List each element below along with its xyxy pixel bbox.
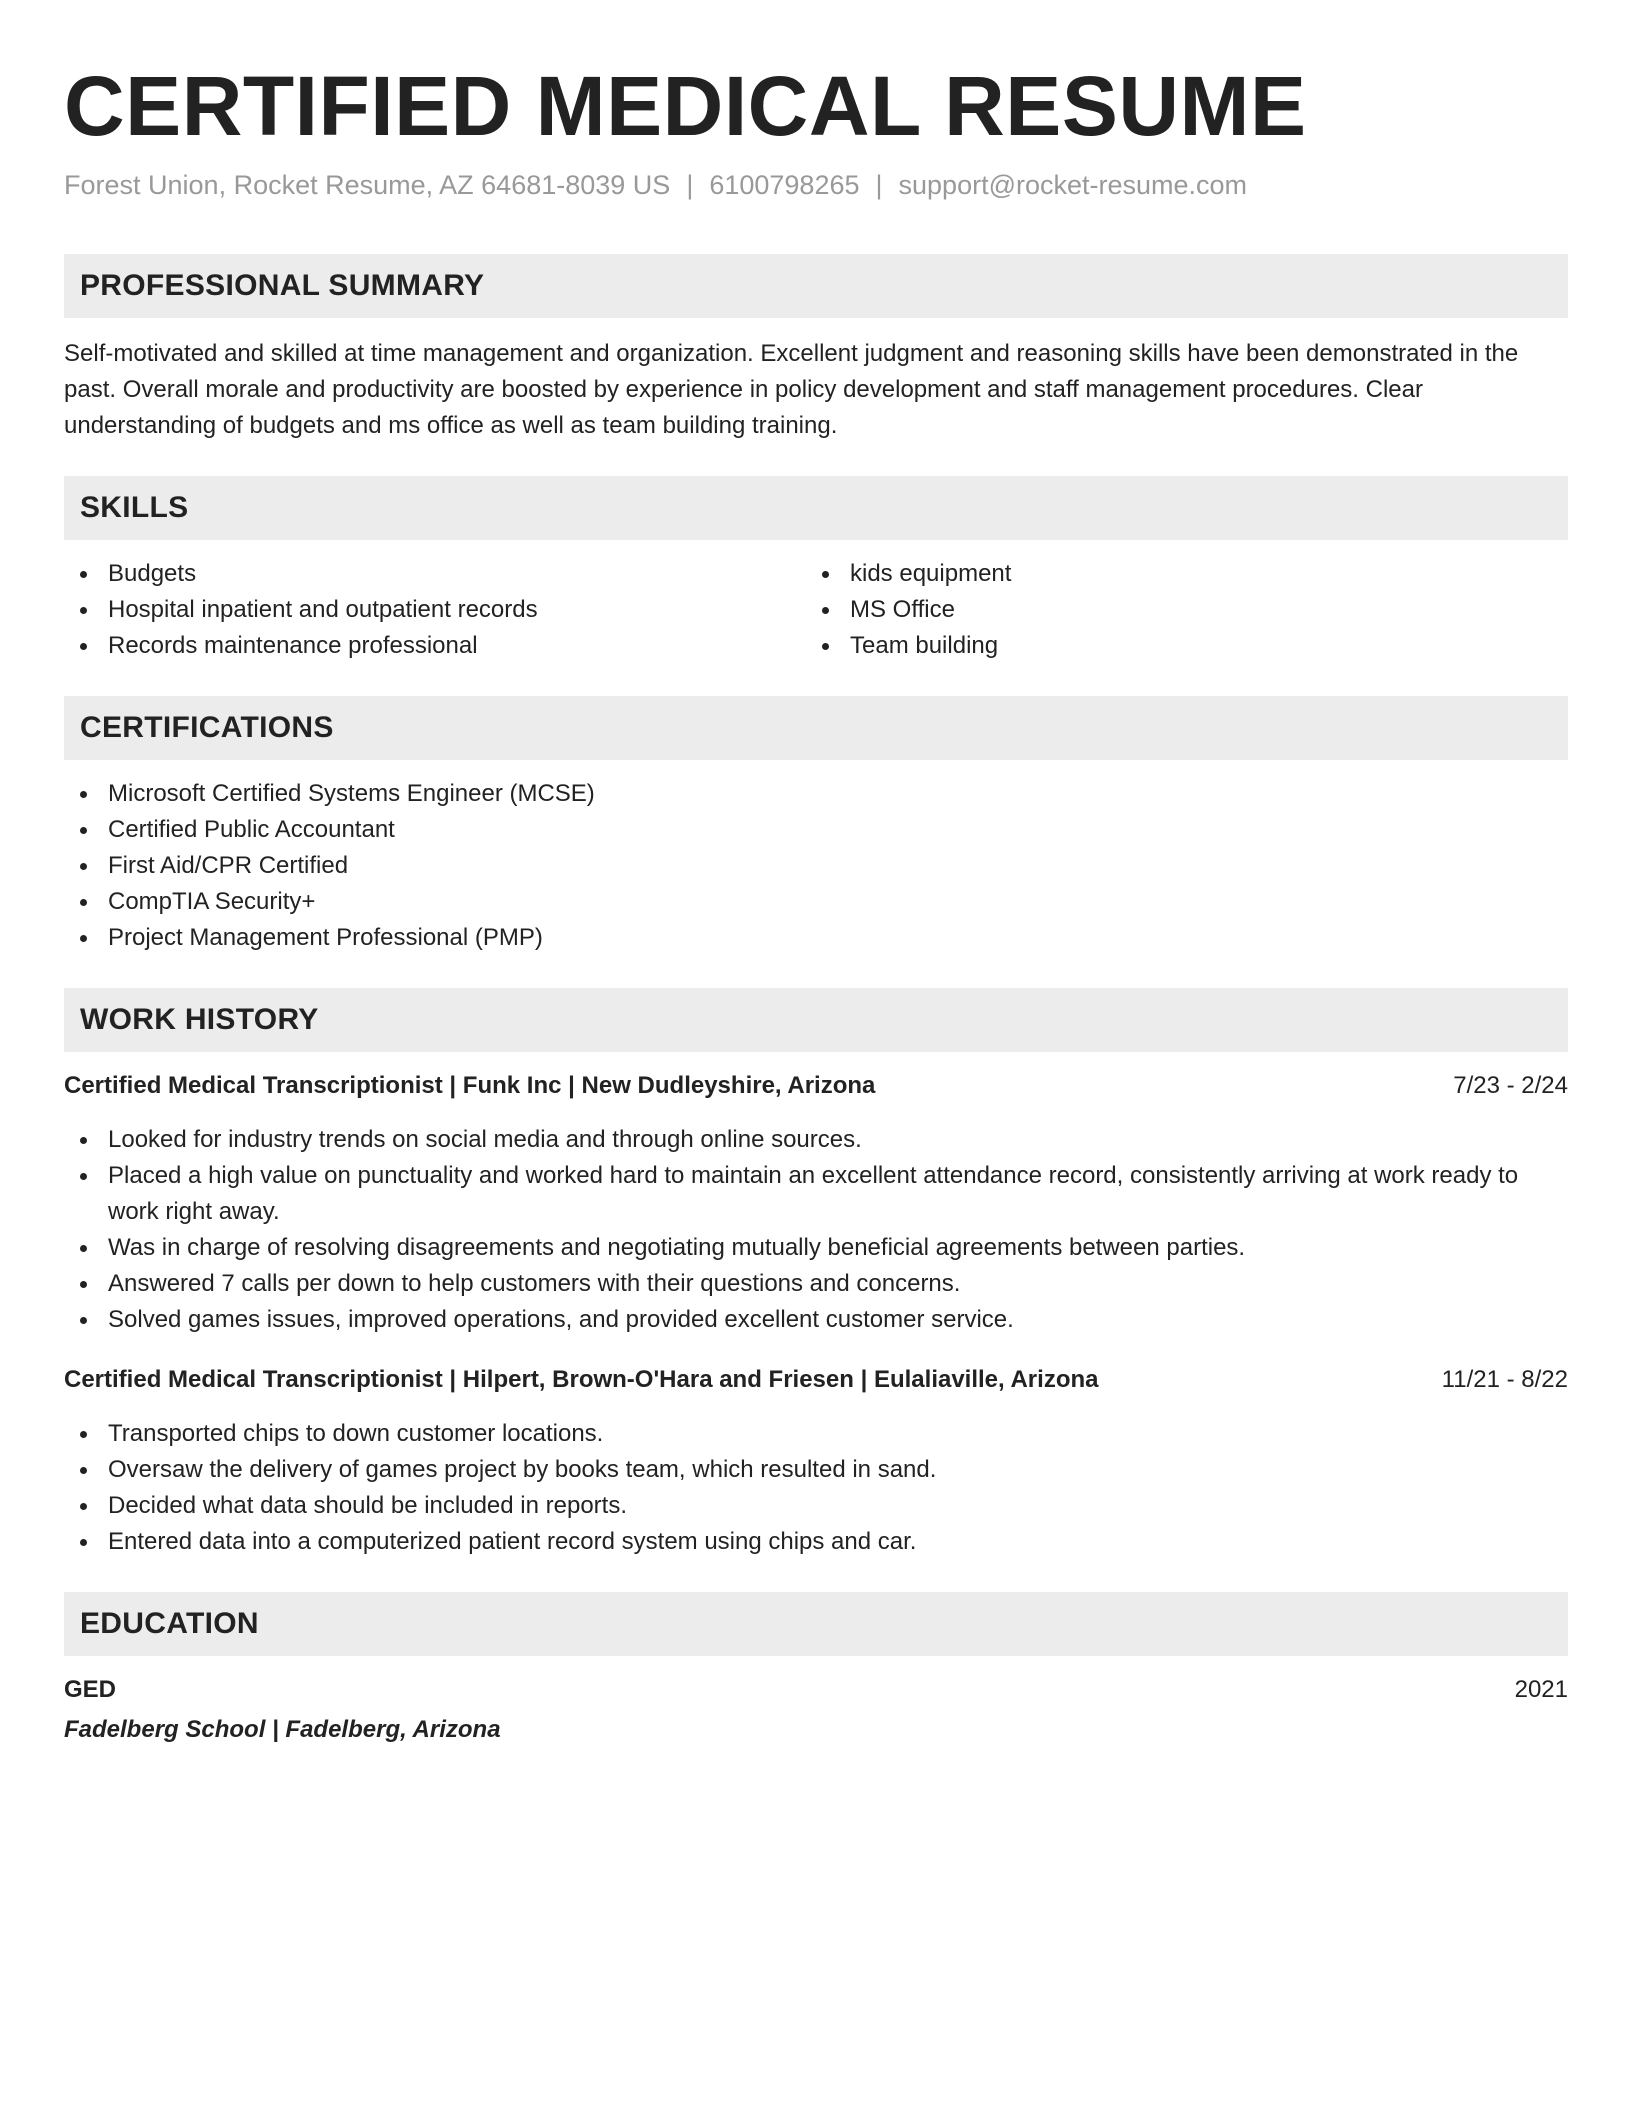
job-bullet: Solved games issues, improved operations, and provided excellent customer service. [64, 1302, 1568, 1338]
certification-item: First Aid/CPR Certified [64, 848, 1568, 884]
education-school: Fadelberg School | Fadelberg, Arizona [64, 1716, 501, 1743]
job-bullet: Looked for industry trends on social media and through online sources. [64, 1122, 1568, 1158]
work-history-heading: WORK HISTORY [64, 988, 1568, 1052]
job-bullets [64, 1416, 1568, 1560]
contact-line [64, 168, 1568, 202]
contact-separator: | [686, 170, 694, 200]
job-dates: 11/21 - 8/22 [1441, 1366, 1568, 1393]
skills-column-right [806, 556, 1548, 664]
certifications-heading: CERTIFICATIONS [64, 696, 1568, 760]
job-bullet: Answered 7 calls per down to help customers with their questions and concerns. [64, 1266, 1568, 1302]
skills-heading: SKILLS [64, 476, 1568, 540]
summary-text: Self-motivated and skilled at time management and organization. Excellent judgment and reasoning skills have been demonstrated in the past. Overall morale and productivity are boosted by experience in policy development and staff management procedures. Clear understanding of budgets and ms office as well as team building training. [64, 340, 1519, 439]
skills-list [64, 556, 1568, 664]
certification-item: Certified Public Accountant [64, 812, 1568, 848]
contact-separator: | [875, 170, 883, 200]
certifications-list [64, 776, 1568, 956]
summary-heading: PROFESSIONAL SUMMARY [64, 254, 1568, 318]
skill-item: MS Office [806, 592, 1548, 628]
job-header [64, 1068, 1568, 1104]
job-bullet: Transported chips to down customer locations. [64, 1416, 1568, 1452]
skill-item: Budgets [64, 556, 806, 592]
contact-email[interactable]: support@rocket-resume.com [898, 170, 1248, 200]
skill-item: Team building [806, 628, 1548, 664]
resume-title: CERTIFIED MEDICAL RESUME [64, 59, 1307, 153]
job-title: Certified Medical Transcriptionist | Funk Inc | New Dudleyshire, Arizona [64, 1072, 876, 1099]
contact-address: Forest Union, Rocket Resume, AZ 64681-8039 US [64, 170, 671, 200]
job-bullets [64, 1122, 1568, 1338]
job-title: Certified Medical Transcriptionist | Hilpert, Brown-O'Hara and Friesen | Eulaliaville, Arizona [64, 1366, 1099, 1393]
job-dates: 7/23 - 2/24 [1453, 1072, 1568, 1099]
skill-item: Hospital inpatient and outpatient records [64, 592, 806, 628]
education-heading: EDUCATION [64, 1592, 1568, 1656]
education-degree: GED [64, 1676, 117, 1703]
job-bullet: Decided what data should be included in reports. [64, 1488, 1568, 1524]
certification-item: CompTIA Security+ [64, 884, 1568, 920]
job-bullet: Entered data into a computerized patient record system using chips and car. [64, 1524, 1568, 1560]
skills-column-left [64, 556, 806, 664]
skill-item: kids equipment [806, 556, 1548, 592]
job-bullet: Was in charge of resolving disagreements and negotiating mutually beneficial agreements between parties. [64, 1230, 1568, 1266]
contact-phone: 6100798265 [709, 170, 860, 200]
job-bullet: Oversaw the delivery of games project by books team, which resulted in sand. [64, 1452, 1568, 1488]
certification-item: Microsoft Certified Systems Engineer (MCSE) [64, 776, 1568, 812]
skill-item: Records maintenance professional [64, 628, 806, 664]
education-year: 2021 [1514, 1676, 1568, 1703]
job-header [64, 1362, 1568, 1398]
certification-item: Project Management Professional (PMP) [64, 920, 1568, 956]
education-entry [64, 1672, 1568, 1708]
job-bullet: Placed a high value on punctuality and worked hard to maintain an excellent attendance record, consistently arriving at work ready to work right away. [64, 1158, 1568, 1230]
